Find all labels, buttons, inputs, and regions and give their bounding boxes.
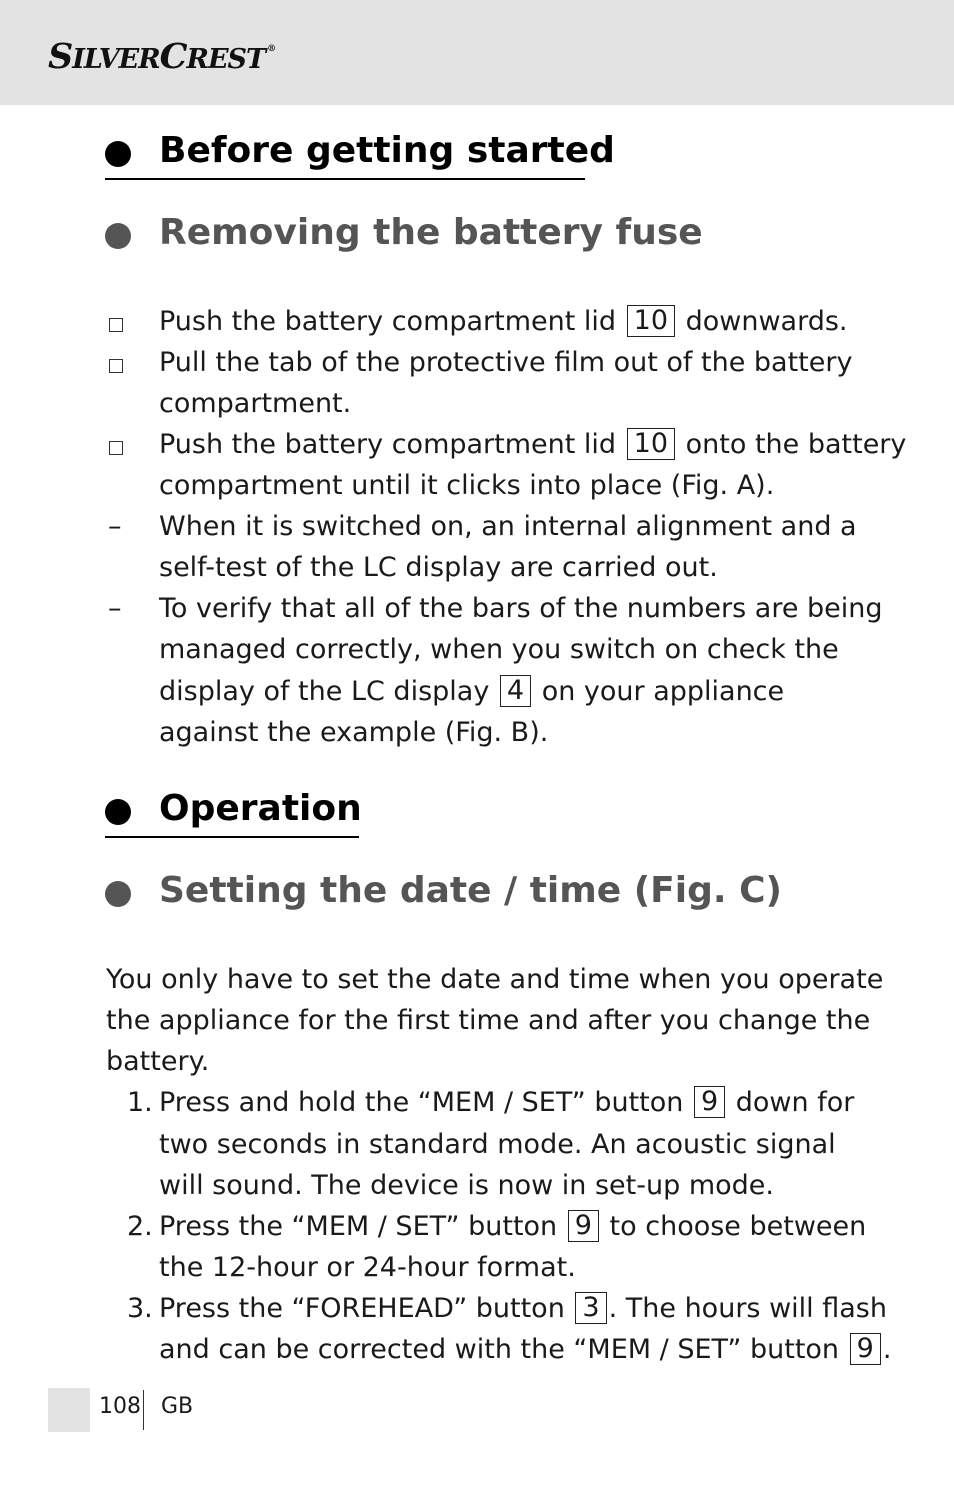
heading-bullet-icon xyxy=(105,799,131,825)
part-ref: 9 xyxy=(568,1210,599,1242)
list-item: When it is switched on, an internal alignment and a xyxy=(159,511,857,542)
heading-bullet-icon xyxy=(105,141,131,167)
numbered-step-continuation: two seconds in standard mode. An acoustic signal xyxy=(159,1129,836,1160)
footer-divider xyxy=(143,1390,144,1430)
list-item: Pull the tab of the protective film out of the battery xyxy=(159,347,853,378)
part-ref: 10 xyxy=(627,428,675,460)
numbered-step-continuation: will sound. The device is now in set-up mode. xyxy=(159,1170,774,1201)
part-ref: 4 xyxy=(500,675,531,707)
list-item-continuation: compartment until it clicks into place (Fig. A). xyxy=(159,470,775,501)
list-item: To verify that all of the bars of the numbers are being xyxy=(159,593,883,624)
subsection-heading-removing-battery-fuse: Removing the battery fuse xyxy=(105,212,705,260)
list-item-continuation: display of the LC display 4 on your appliance xyxy=(159,675,785,707)
numbered-step-continuation: and can be corrected with the “MEM / SET” button 9 . xyxy=(159,1333,892,1365)
numbered-step: Press and hold the “MEM / SET” button 9 down for xyxy=(159,1086,855,1118)
checkbox-bullet-icon xyxy=(109,359,123,373)
part-ref: 9 xyxy=(850,1333,881,1365)
page-number: 108 xyxy=(99,1394,141,1419)
section-heading-before-getting-started: Before getting started xyxy=(105,130,585,180)
numbered-step: Press the “FOREHEAD” button 3 . The hours will flash xyxy=(159,1292,887,1324)
section-heading-operation: Operation xyxy=(105,788,359,838)
list-item: Push the battery compartment lid 10 onto the battery xyxy=(159,428,907,460)
numbered-step-continuation: the 12-hour or 24-hour format. xyxy=(159,1252,576,1283)
step-number: 3. xyxy=(127,1293,153,1324)
heading-bullet-icon xyxy=(105,223,131,249)
list-item-continuation: against the example (Fig. B). xyxy=(159,717,549,748)
list-item-continuation: self-test of the LC display are carried out. xyxy=(159,552,718,583)
list-item: Push the battery compartment lid 10 downwards. xyxy=(159,305,848,337)
part-ref: 9 xyxy=(694,1086,725,1118)
checkbox-bullet-icon xyxy=(109,441,123,455)
part-ref: 3 xyxy=(575,1292,606,1324)
subsection-heading-setting-date-time: Setting the date / time (Fig. C) xyxy=(105,870,745,918)
paragraph-line: battery. xyxy=(106,1046,210,1077)
paragraph-line: You only have to set the date and time when you operate xyxy=(106,964,884,995)
paragraph-line: the appliance for the first time and after you change the xyxy=(106,1005,871,1036)
list-item-continuation: managed correctly, when you switch on check the xyxy=(159,634,839,665)
numbered-step: Press the “MEM / SET” button 9 to choose between xyxy=(159,1210,867,1242)
step-number: 1. xyxy=(127,1087,153,1118)
dash-bullet: – xyxy=(108,511,122,542)
language-code: GB xyxy=(161,1394,194,1419)
part-ref: 10 xyxy=(627,305,675,337)
dash-bullet: – xyxy=(108,593,122,624)
footer-tab xyxy=(48,1388,90,1432)
brand-logo: SILVERCREST ® xyxy=(48,36,276,77)
checkbox-bullet-icon xyxy=(109,318,123,332)
step-number: 2. xyxy=(127,1211,153,1242)
list-item-continuation: compartment. xyxy=(159,388,352,419)
heading-bullet-icon xyxy=(105,881,131,907)
